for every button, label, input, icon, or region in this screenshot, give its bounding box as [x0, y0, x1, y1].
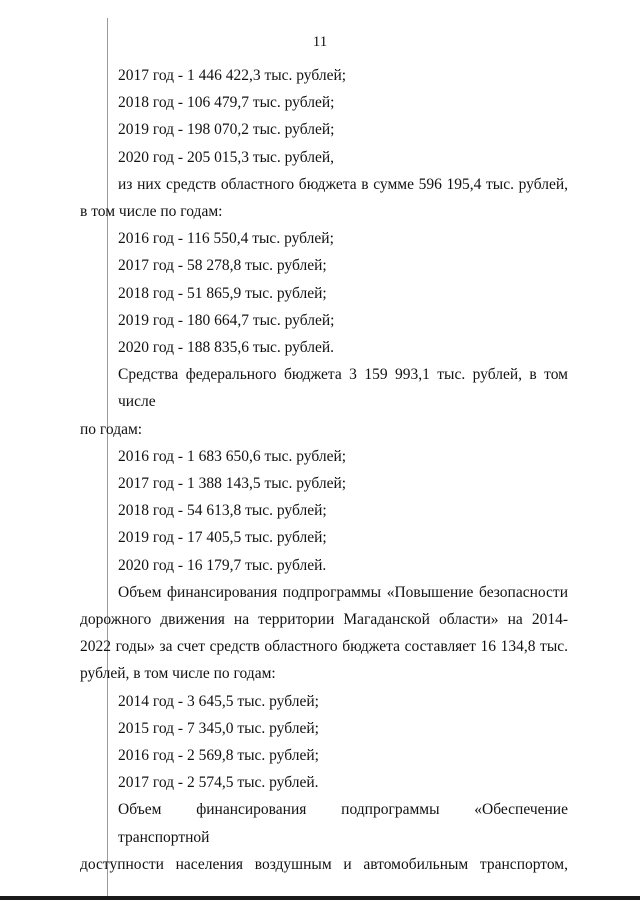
- text-line: 2019 год - 198 070,2 тыс. рублей;: [118, 121, 335, 139]
- text-line: по годам:: [80, 420, 143, 438]
- text-line: 2019 год - 17 405,5 тыс. рублей;: [118, 529, 327, 547]
- text-line: 2017 год - 2 574,5 тыс. рублей.: [118, 774, 319, 792]
- text-line: 2019 год - 180 664,7 тыс. рублей;: [118, 311, 335, 329]
- text-line: 2022 годы» за счет средств областного бюджета составляет 16 134,8 тыс.: [80, 638, 568, 656]
- text-line: 2016 год - 116 550,4 тыс. рублей;: [118, 230, 334, 248]
- text-line: Средства федерального бюджета 3 159 993,1 тыс. рублей, в том числе: [118, 366, 568, 411]
- text-line: 2018 год - 51 865,9 тыс. рублей;: [118, 284, 327, 302]
- text-line: 2016 год - 2 569,8 тыс. рублей;: [118, 747, 319, 765]
- text-line: из них средств областного бюджета в сумме 596 195,4 тыс. рублей,: [118, 175, 568, 193]
- text-line: Объем финансирования подпрограммы «Повышение безопасности: [118, 583, 568, 601]
- text-line: 2017 год - 1 446 422,3 тыс. рублей;: [118, 67, 347, 84]
- page-number: 11: [312, 34, 328, 50]
- text-line: в том числе по годам:: [80, 203, 223, 221]
- text-line: 2018 год - 106 479,7 тыс. рублей;: [118, 94, 335, 112]
- text-line: 2015 год - 7 345,0 тыс. рублей;: [118, 719, 319, 737]
- document-body: [80, 62, 568, 878]
- text-line: дорожного движения на территории Магаданской области» на 2014-: [80, 611, 568, 629]
- text-line: 2017 год - 58 278,8 тыс. рублей;: [118, 257, 327, 275]
- text-line: рублей, в том числе по годам:: [80, 665, 276, 683]
- text-line: 2020 год - 16 179,7 тыс. рублей.: [118, 556, 327, 574]
- text-line: 2018 год - 54 613,8 тыс. рублей;: [118, 502, 327, 520]
- text-line: Объем финансирования подпрограммы «Обеспечение транспортной: [118, 801, 568, 846]
- text-line: 2016 год - 1 683 650,6 тыс. рублей;: [118, 447, 347, 465]
- text-line: 2020 год - 188 835,6 тыс. рублей.: [118, 339, 335, 357]
- text-line: 2020 год - 205 015,3 тыс. рублей,: [118, 148, 335, 166]
- text-line: 2017 год - 1 388 143,5 тыс. рублей;: [118, 475, 347, 493]
- bottom-rule: [0, 896, 640, 900]
- text-line: доступности населения воздушным и автомобильным транспортом,: [80, 855, 568, 873]
- text-line: 2014 год - 3 645,5 тыс. рублей;: [118, 692, 319, 710]
